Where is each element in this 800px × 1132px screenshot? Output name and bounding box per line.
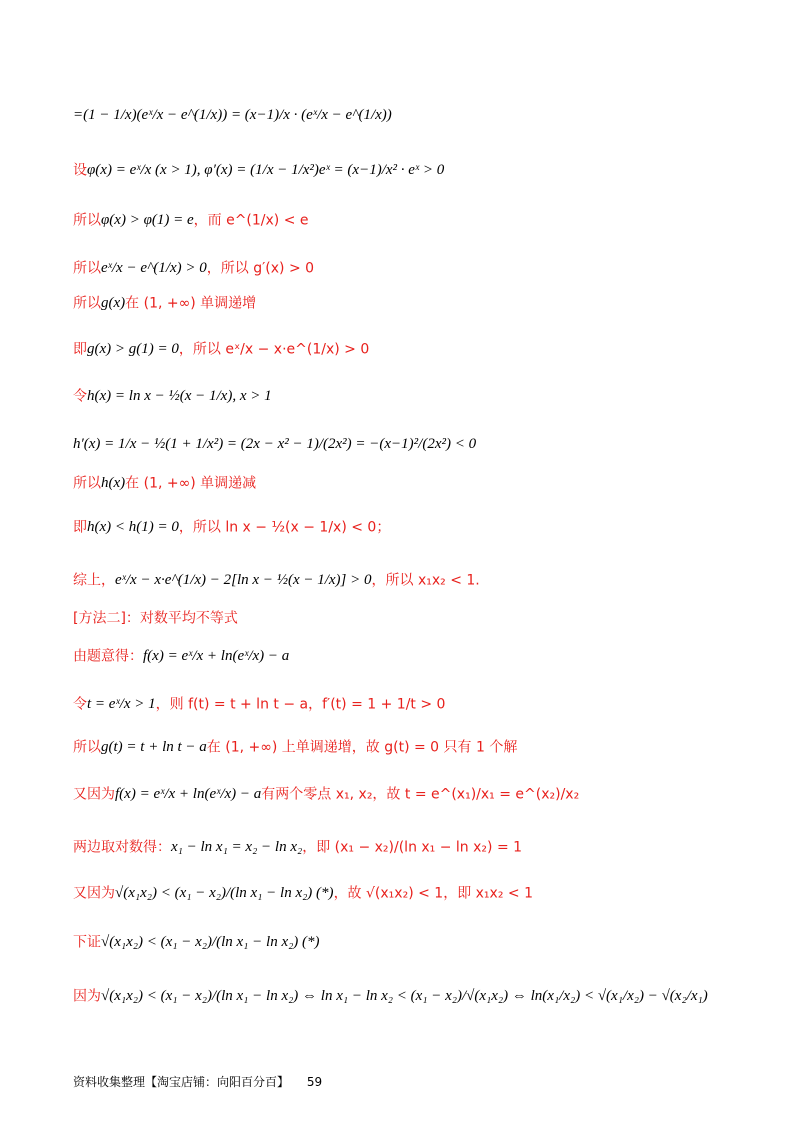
line-10-math: eˣ/x − x·e^(1/x) − 2[ln x − ½(x − 1/x)] > 0 xyxy=(115,572,372,588)
line-10-cn: 综上， xyxy=(73,572,115,589)
line-3 xyxy=(73,261,314,276)
line-3-math: eˣ/x − e^(1/x) > 0 xyxy=(101,260,207,276)
line-4 xyxy=(73,296,256,311)
line-2 xyxy=(73,213,309,228)
line-4-tail: 在 (1, +∞) 单调递增 xyxy=(125,295,257,312)
line-13-math: t = eˣ/x > 1 xyxy=(87,696,156,712)
line-2-tail: ，而 e^(1/x) < e xyxy=(193,212,309,229)
line-0 xyxy=(73,108,392,123)
line-14-cn: 所以 xyxy=(73,739,101,756)
line-6-math: h(x) = ln x − ½(x − 1/x), x > 1 xyxy=(87,388,272,404)
line-11-cn: [方法二]：对数平均不等式 xyxy=(73,610,238,627)
line-7-math: h′(x) = 1/x − ½(1 + 1/x²) = (2x − x² − 1)/(2x²) = −(x−1)²/(2x²) < 0 xyxy=(73,436,477,452)
line-9-math: h(x) < h(1) = 0 xyxy=(87,519,179,535)
line-18 xyxy=(73,935,320,950)
line-17-cn: 又因为 xyxy=(73,885,115,902)
line-15-math: f(x) = eˣ/x + ln(eˣ/x) − a xyxy=(115,786,262,802)
line-2-cn: 所以 xyxy=(73,212,101,229)
line-1 xyxy=(73,163,444,178)
line-8 xyxy=(73,476,256,491)
line-12-math: f(x) = eˣ/x + ln(eˣ/x) − a xyxy=(143,648,290,664)
line-3-cn: 所以 xyxy=(73,260,101,277)
line-14-tail: 在 (1, +∞) 上单调递增，故 g(t) = 0 只有 1 个解 xyxy=(206,739,518,756)
line-15-cn: 又因为 xyxy=(73,786,115,803)
footer-text: 资料收集整理【淘宝店铺：向阳百分百】 xyxy=(73,1075,290,1089)
line-17-tail: ，故 √(x₁x₂) < 1，即 x₁x₂ < 1 xyxy=(333,885,533,902)
line-1-cn: 设 xyxy=(73,162,87,179)
line-12-cn: 由题意得： xyxy=(73,648,143,665)
line-2-math: φ(x) > φ(1) = e xyxy=(101,212,194,228)
line-17 xyxy=(73,886,533,901)
line-16-tail: ，即 (x₁ − x₂)/(ln x₁ − ln x₂) = 1 xyxy=(302,839,523,856)
line-19-cn: 因为 xyxy=(73,988,101,1005)
line-6-cn: 令 xyxy=(73,388,87,405)
line-9-tail: ，所以 ln x − ½(x − 1/x) < 0； xyxy=(178,519,391,536)
line-9 xyxy=(73,520,390,535)
line-16 xyxy=(73,840,522,855)
page-number: 59 xyxy=(306,1075,323,1089)
line-5 xyxy=(73,342,369,357)
line-8-tail: 在 (1, +∞) 单调递减 xyxy=(125,475,257,492)
line-13-cn: 令 xyxy=(73,696,87,713)
line-15 xyxy=(73,787,579,802)
line-4-cn: 所以 xyxy=(73,295,101,312)
line-4-math: g(x) xyxy=(101,295,126,311)
line-3-tail: ，所以 g′(x) > 0 xyxy=(206,260,315,277)
line-8-cn: 所以 xyxy=(73,475,101,492)
line-13-tail: ，则 f(t) = t + ln t − a，f′(t) = 1 + 1/t > 0 xyxy=(155,696,446,713)
line-16-math: x₁ − ln x₁ = x₂ − ln x₂ xyxy=(171,839,303,855)
line-5-cn: 即 xyxy=(73,341,87,358)
line-12 xyxy=(73,649,289,664)
line-1-math: φ(x) = eˣ/x (x > 1), φ′(x) = (1/x − 1/x²)eˣ = (x−1)/x² · eˣ > 0 xyxy=(87,162,445,178)
line-14-math: g(t) = t + ln t − a xyxy=(101,739,207,755)
line-19 xyxy=(73,989,708,1004)
line-5-math: g(x) > g(1) = 0 xyxy=(87,341,179,357)
line-18-math: √(x₁x₂) < (x₁ − x₂)/(ln x₁ − ln x₂) (*) xyxy=(101,934,320,950)
line-16-cn: 两边取对数得： xyxy=(73,839,171,856)
line-13 xyxy=(73,697,445,712)
line-18-cn: 下证 xyxy=(73,934,101,951)
line-17-math: √(x₁x₂) < (x₁ − x₂)/(ln x₁ − ln x₂) (*) xyxy=(115,885,334,901)
line-10-tail: ，所以 x₁x₂ < 1. xyxy=(371,572,480,589)
line-11 xyxy=(73,611,238,626)
line-19-math: √(x₁x₂) < (x₁ − x₂)/(ln x₁ − ln x₂) ⇔ ln x₁ − ln x₂ < (x₁ − x₂)/√(x₁x₂) ⇔ ln(x₁/x₂) < √(x₁/x₂) − √(x₂/x₁) xyxy=(101,988,708,1004)
line-14 xyxy=(73,740,517,755)
line-8-math: h(x) xyxy=(101,475,126,491)
line-5-tail: ，所以 eˣ/x − x·e^(1/x) > 0 xyxy=(178,341,370,358)
line-10 xyxy=(73,573,480,588)
line-6 xyxy=(73,389,272,404)
line-7 xyxy=(73,437,476,452)
line-15-tail: 有两个零点 x₁, x₂，故 t = e^(x₁)/x₁ = e^(x₂)/x₂ xyxy=(261,786,580,803)
line-9-cn: 即 xyxy=(73,519,87,536)
line-0-math: =(1 − 1/x)(eˣ/x − e^(1/x)) = (x−1)/x · (eˣ/x − e^(1/x)) xyxy=(73,107,392,123)
page-footer xyxy=(73,1073,322,1090)
